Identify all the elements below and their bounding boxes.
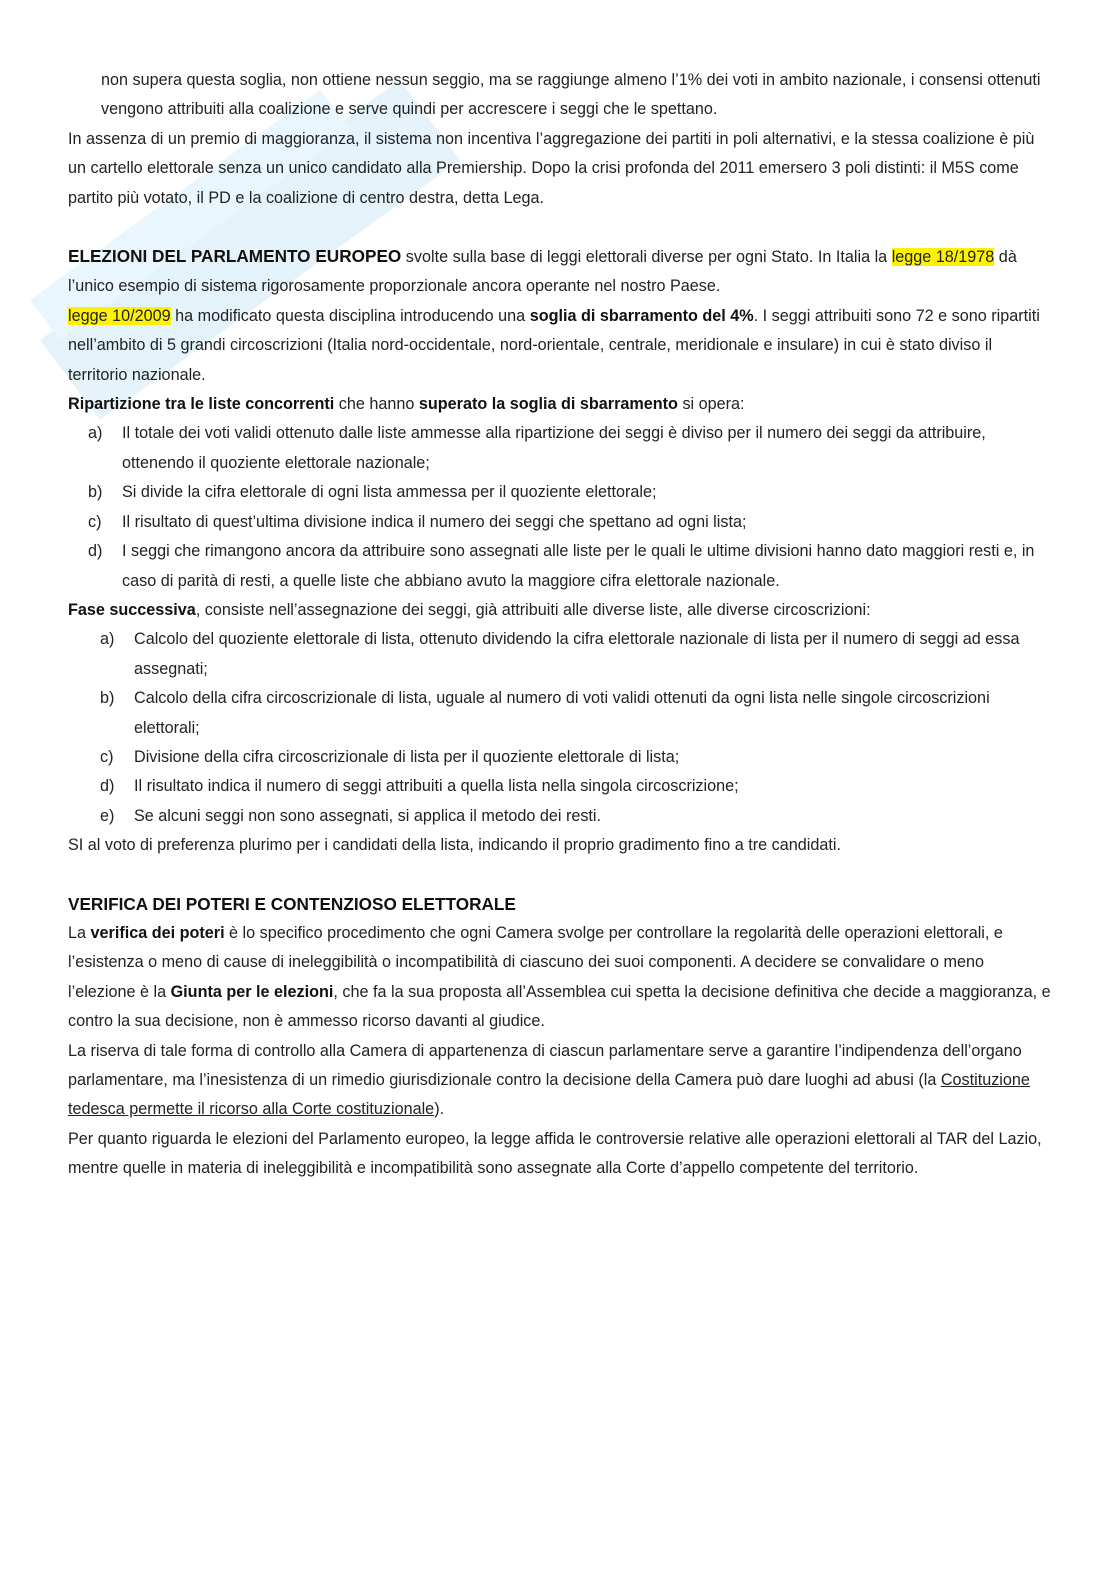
ripartizione-intro: Ripartizione tra le liste concorrenti che hanno superato la soglia di sbarramento si opera: <box>68 395 745 414</box>
threshold-bold: soglia di sbarramento del 4% <box>529 306 754 325</box>
verifica-term: verifica dei poteri <box>90 923 225 942</box>
europe-paragraph-1: ELEZIONI DEL PARLAMENTO EUROPEO svolte sulla base di leggi elettorali diverse per ogni Stato. In Italia la legge 18/1978 dà l’unico esempio di sistema rigorosamente proporzionale ancora operante nel nostro Paese. <box>68 246 1017 296</box>
europe-closing: SI al voto di preferenza plurimo per i candidati della lista, indicando il proprio gradimento fino a tre candidati. <box>68 836 841 855</box>
europe-paragraph-2: legge 10/2009 ha modificato questa disciplina introducendo una soglia di sbarramento del 4%. I seggi attribuiti sono 72 e sono ripartiti nell’ambito di 5 grandi circoscrizioni (Italia nord-occidentale, nord-orientale, centrale, meridionale e insulare) in cui è stato diviso il territorio nazionale. <box>68 306 1040 384</box>
underlined-reference: Costituzione tedesca permette il ricorso alla Corte costituzionale <box>68 1071 1030 1119</box>
intro-continuation: non supera questa soglia, non ottiene nessun seggio, ma se raggiunge almeno l’1% dei voti in ambito nazionale, i consensi ottenuti vengono attribuiti alla coalizione e serve quindi per accrescere i seggi che le spettano. <box>101 71 1041 119</box>
ripartizione-label: Ripartizione tra le liste concorrenti <box>68 395 335 414</box>
verifica-paragraph-3: Per quanto riguarda le elezioni del Parlamento europeo, la legge affida le controversie relative alle operazioni elettorali al TAR del Lazio, mentre quelle in materia di ineleggibilità e incompatibilità sono assegnate alla Corte d’appello competente del territorio. <box>68 1129 1042 1178</box>
law-highlight-2009: legge 10/2009 <box>68 306 171 325</box>
intro-paragraph: In assenza di un premio di maggioranza, il sistema non incentiva l’aggregazione dei partiti in poli alternativi, e la stessa coalizione è più un cartello elettorale senza un unico candidato alla Premiership. Dopo la crisi profonda del 2011 emersero 3 poli distinti: il M5S come partito più votato, il PD e la coalizione di centro destra, detta Lega. <box>68 129 1035 207</box>
fase-list <box>68 625 1053 831</box>
list-item: a) Il totale dei voti validi ottenuto dalle liste ammesse alla ripartizione dei seggi è diviso per il numero dei seggi da attribuire, ottenendo il quoziente elettorale nazionale; <box>88 424 986 472</box>
list-item: d) Il risultato indica il numero di seggi attribuiti a quella lista nella singola circoscrizione; <box>100 777 739 796</box>
list-item: c) Il risultato di quest’ultima divisione indica il numero dei seggi che spettano ad ogni lista; <box>88 512 747 531</box>
verifica-paragraph-2: La riserva di tale forma di controllo alla Camera di appartenenza di ciascun parlamentare serve a garantire l’indipendenza dell’organo parlamentare, ma l’inesistenza di un rimedio giurisdizionale contro la decisione della Camera può dare luoghi ad abusi (la Costituzione tedesca permette il ricorso alla Corte costituzionale). <box>68 1041 1030 1119</box>
fase-label: Fase successiva <box>68 600 196 619</box>
giunta-term: Giunta per le elezioni <box>170 982 334 1001</box>
law-highlight-1978: legge 18/1978 <box>891 248 995 267</box>
fase-intro: Fase successiva, consiste nell’assegnazione dei seggi, già attribuiti alle diverse liste, alle diverse circoscrizioni: <box>68 600 871 619</box>
list-item: b) Si divide la cifra elettorale di ogni lista ammessa per il quoziente elettorale; <box>88 483 657 502</box>
list-item: b) Calcolo della cifra circoscrizionale di lista, uguale al numero di voti validi ottenuti da ogni lista nelle singole circoscrizioni elettorali; <box>100 689 990 737</box>
ripartizione-list <box>68 419 1053 595</box>
verifica-heading: VERIFICA DEI POTERI E CONTENZIOSO ELETTORALE <box>68 893 516 914</box>
document-body <box>68 66 1053 1184</box>
list-item: e) Se alcuni seggi non sono assegnati, si applica il metodo dei resti. <box>100 806 602 825</box>
list-item: a) Calcolo del quoziente elettorale di lista, ottenuto dividendo la cifra elettorale nazionale di lista per il numero di seggi ad essa assegnati; <box>100 630 1020 678</box>
list-item: d) I seggi che rimangono ancora da attribuire sono assegnati alle liste per le quali le ultime divisioni hanno dato maggiori resti e, in caso di parità di resti, a quelle liste che abbiano avuto la maggiore cifra elettorale nazionale. <box>88 542 1035 590</box>
list-item: c) Divisione della cifra circoscrizionale di lista per il quoziente elettorale di lista; <box>100 747 680 766</box>
verifica-paragraph-1: La verifica dei poteri è lo specifico procedimento che ogni Camera svolge per controllare la regolarità delle operazioni elettorali, e l’esistenza o meno di cause di ineleggibilità o incompatibilità di ciascuno dei suoi componenti. A decidere se convalidare o meno l’elezione è la Giunta per le elezioni, che fa la sua proposta all’Assemblea cui spetta la decisione definitiva che decide a maggioranza, e contro la sua decisione, non è ammesso ricorso davanti al giudice. <box>68 923 1051 1031</box>
europe-heading: ELEZIONI DEL PARLAMENTO EUROPEO <box>68 246 402 267</box>
